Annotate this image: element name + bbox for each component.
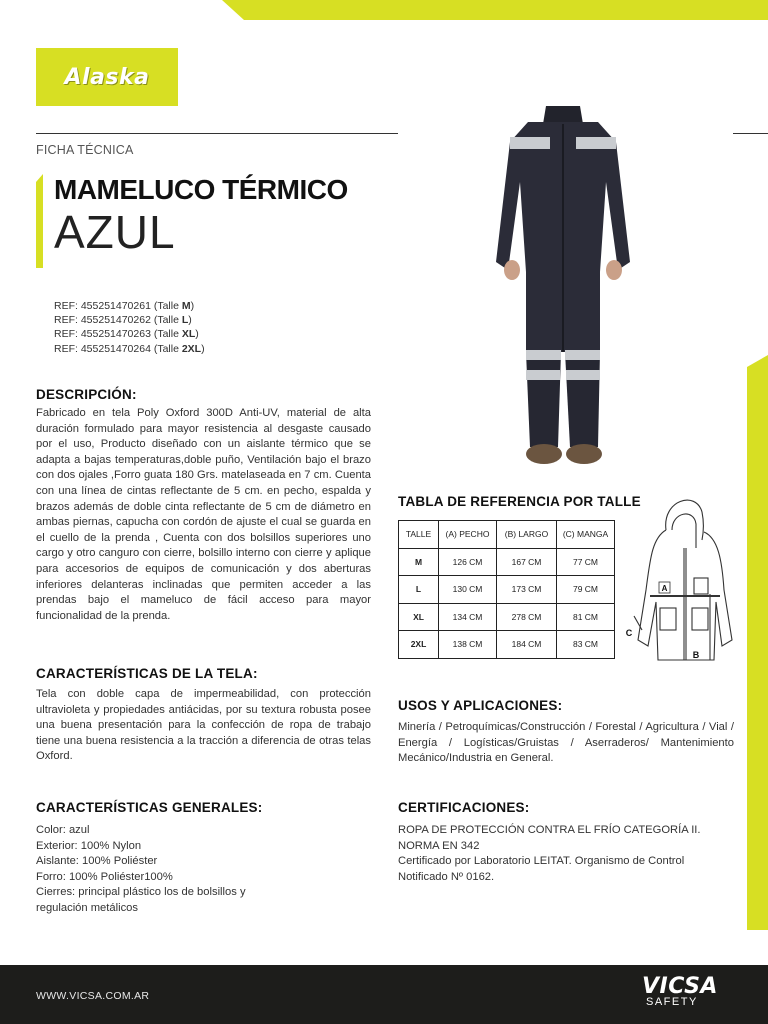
tela-text: Tela con doble capa de impermeabilidad, con protección ultravioleta y propiedades antiácidas, por su textura robusta posee una buena presentación para la confección de ropa de trabajo tiene una buena resistencia a la tracción a diferencia de otras telas Oxford. — [36, 688, 371, 763]
tabla-heading: TABLA DE REFERENCIA POR TALLE — [398, 494, 641, 509]
reference-item: REF: 455251470263 (Talle XL) — [54, 328, 199, 341]
table-cell: 83 CM — [557, 631, 615, 659]
generales-item: Exterior: 100% Nylon — [36, 839, 142, 852]
generales-item: Cierres: principal plástico los de bolsillos y — [36, 886, 246, 898]
generales-item: Forro: 100% Poliéster100% — [36, 870, 173, 883]
column-header: (B) LARGO — [497, 521, 557, 549]
generales-item: Color: azul — [36, 824, 90, 836]
generales-list — [36, 823, 371, 916]
descripcion-heading: DESCRIPCIÓN: — [36, 387, 137, 402]
certificaciones-heading: CERTIFICACIONES: — [398, 800, 530, 815]
table-header-row — [399, 521, 615, 549]
column-header: (A) PECHO — [439, 521, 497, 549]
right-accent-stripe — [747, 355, 768, 930]
table-cell: XL — [399, 603, 439, 631]
table-cell: 278 CM — [497, 603, 557, 631]
diagram-label-b: B — [692, 650, 700, 660]
usos-text: Minería / Petroquímicas/Construcción / Forestal / Agricultura / Vial / Energía / Logísticas/Gruistas / Aserraderos/ Mantenimiento Mecánico/Industria en General. — [398, 721, 734, 765]
generales-item: regulación metálicos — [36, 901, 138, 914]
alaska-logo — [36, 48, 178, 106]
tela-heading: CARACTERÍSTICAS DE LA TELA: — [36, 666, 258, 681]
reference-item: REF: 455251470261 (Talle M) — [54, 300, 195, 312]
table-cell: M — [399, 548, 439, 576]
top-accent-stripe — [222, 0, 768, 20]
table-cell: 126 CM — [439, 548, 497, 576]
document-kicker: FICHA TÉCNICA — [36, 143, 134, 157]
reference-item: REF: 455251470264 (Talle 2XL) — [54, 342, 205, 355]
diagram-label-c: C — [625, 628, 633, 638]
product-subtitle: AZUL — [54, 206, 176, 258]
table-row — [399, 603, 615, 631]
usos-heading: USOS Y APLICACIONES: — [398, 698, 563, 713]
table-cell: 79 CM — [557, 576, 615, 604]
table-cell: 167 CM — [497, 548, 557, 576]
certificacion-item: Notificado Nº 0162. — [398, 870, 495, 883]
column-header: TALLE — [399, 521, 439, 549]
reference-list — [54, 299, 205, 356]
table-cell: 134 CM — [439, 603, 497, 631]
certificacion-item: Certificado por Laboratorio LEITAT. Organismo de Control — [398, 855, 685, 867]
table-cell: 2XL — [399, 631, 439, 659]
table-cell: 77 CM — [557, 548, 615, 576]
table-cell: 184 CM — [497, 631, 557, 659]
divider-left — [36, 133, 398, 134]
diagram-label-a: A — [661, 584, 668, 593]
table-row — [399, 576, 615, 604]
table-row — [399, 631, 615, 659]
certificacion-item: NORMA EN 342 — [398, 839, 480, 852]
measurement-diagram — [624, 490, 734, 666]
table-cell: 138 CM — [439, 631, 497, 659]
certificacion-item: ROPA DE PROTECCIÓN CONTRA EL FRÍO CATEGORÍA II. — [398, 824, 701, 836]
descripcion-text: Fabricado en tela Poly Oxford 300D Anti-UV, material de alta duración formulado para mayor resistencia al desgaste causado por el uso, Producto diseñado con un aislante térmico que se adapta a bajas temperaturas,doble puño, Ventilación bajo el brazo con dos ojales ,Forro guata 180 Grs. matelaseada en 7 cm. Cuenta con una línea de cintas reflectante de 5 cm. en pecho, espalda y brazos además de doble cinta reflectante de 5 cm de diámetro en ambas piernas, capucha con cordón de ajuste el cual se guarda en el cuello de la prenda , Cuenta con dos bolsillos superiores uno cargo y otro canguro con cierre, bolsillo interno con cierre y aplique para accesorios de equipos de comunicación y dos aberturas inferiores delanteras inclinadas que permiten acceder a las prendas bajo el mameluco de fácil acceso para mayor funcionalidad de la prenda. — [36, 407, 371, 622]
title-accent-bar — [36, 174, 43, 268]
product-title: MAMELUCO TÉRMICO — [54, 174, 348, 205]
logo-text: Alaska — [64, 64, 150, 90]
size-table — [398, 520, 615, 659]
table-cell: 130 CM — [439, 576, 497, 604]
column-header: (C) MANGA — [557, 521, 615, 549]
certificaciones-list — [398, 823, 738, 885]
table-cell: 173 CM — [497, 576, 557, 604]
table-cell: 81 CM — [557, 603, 615, 631]
table-cell: L — [399, 576, 439, 604]
coverall-photo — [488, 102, 638, 472]
generales-item: Aislante: 100% Poliéster — [36, 855, 158, 867]
vicsa-logo-subtitle: SAFETY — [646, 996, 698, 1008]
footer-website-link[interactable]: WWW.VICSA.COM.AR — [36, 990, 150, 1002]
generales-heading: CARACTERÍSTICAS GENERALES: — [36, 800, 263, 815]
reference-item: REF: 455251470262 (Talle L) — [54, 314, 192, 327]
vicsa-logo: VICSA — [642, 974, 718, 999]
table-row — [399, 548, 615, 576]
divider-right — [733, 133, 768, 134]
